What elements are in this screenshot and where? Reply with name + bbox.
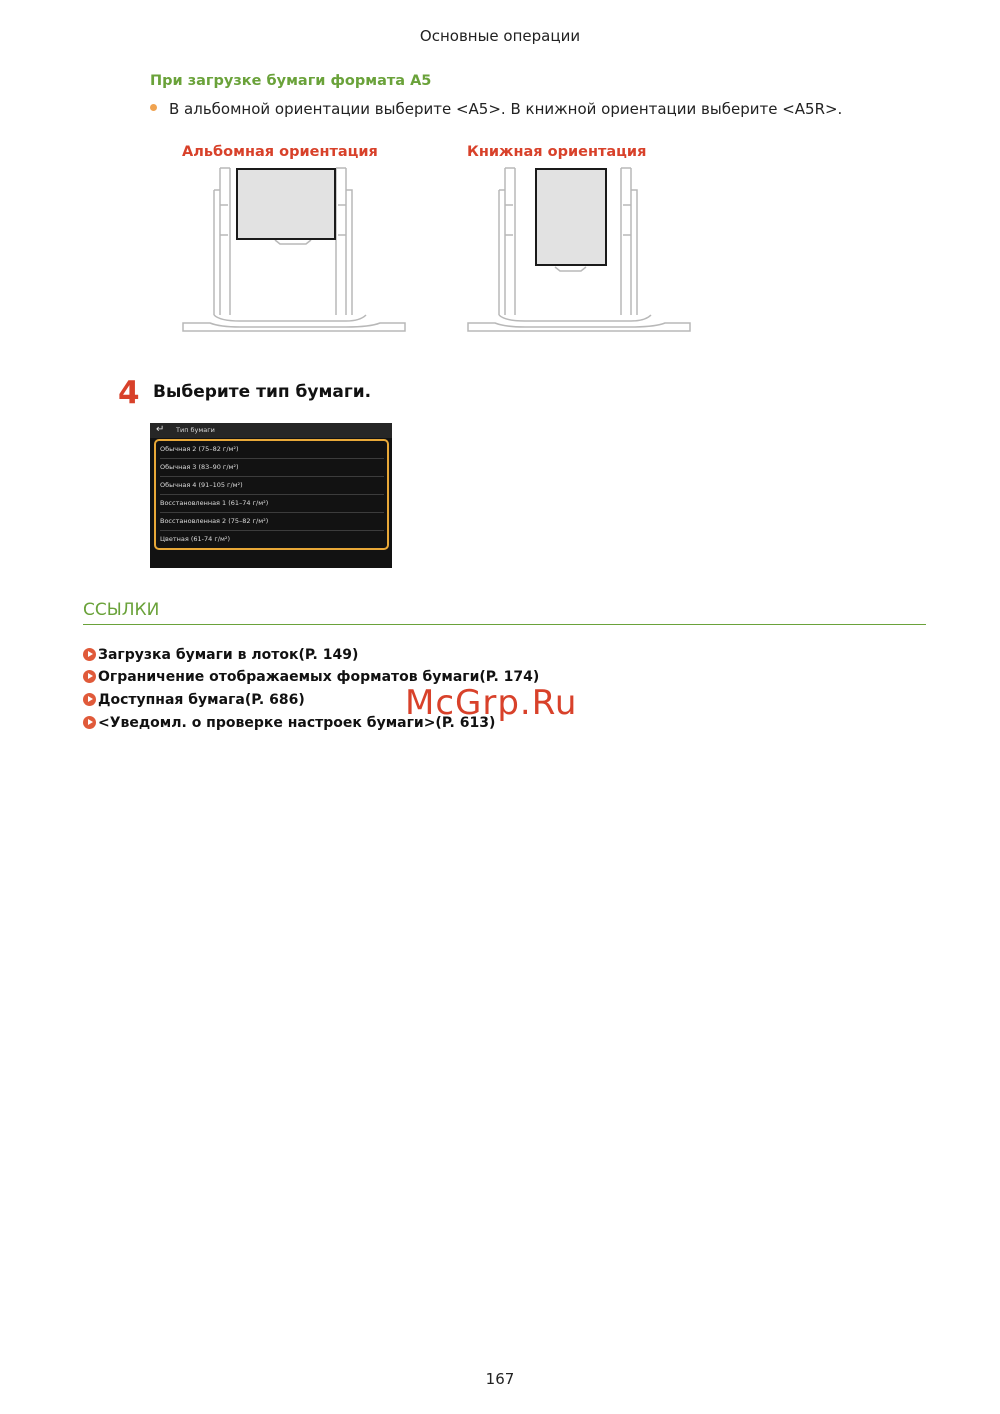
- list-item[interactable]: Цветная (61-74 г/м²): [160, 535, 231, 543]
- list-item[interactable]: Восстановленная 1 (61–74 г/м²): [160, 495, 384, 513]
- link-text[interactable]: Доступная бумага(P. 686): [98, 692, 305, 708]
- play-circle-icon: [83, 670, 96, 683]
- screen-title-bar: [150, 423, 392, 438]
- bullet-dot-icon: [150, 104, 157, 111]
- link-text[interactable]: Ограничение отображаемых форматов бумаги(P. 174): [98, 669, 540, 685]
- links-divider: [83, 624, 926, 625]
- page-header: Основные операции: [419, 27, 581, 45]
- back-arrow-icon[interactable]: ↵: [156, 424, 165, 435]
- portrait-label: Книжная ориентация: [467, 144, 647, 160]
- step-title: Выберите тип бумаги.: [153, 382, 372, 402]
- link-item[interactable]: [83, 647, 358, 663]
- paper-type-list: [154, 439, 389, 550]
- portrait-tray-illustration: [465, 165, 693, 337]
- play-circle-icon: [83, 648, 96, 661]
- play-circle-icon: [83, 716, 96, 729]
- list-item[interactable]: Обычная 3 (83–90 г/м²): [160, 459, 384, 477]
- page-number: 167: [485, 1370, 515, 1388]
- list-item[interactable]: Обычная 4 (91–105 г/м²): [160, 477, 384, 495]
- list-item[interactable]: Обычная 2 (75–82 г/м²): [160, 441, 384, 459]
- link-item[interactable]: [83, 692, 305, 708]
- step-number: 4: [118, 375, 140, 411]
- links-heading: ССЫЛКИ: [83, 600, 160, 620]
- a5-bullet-text: В альбомной ориентации выберите <A5>. В книжной ориентации выберите <A5R>.: [169, 100, 843, 118]
- a5-bullet-item: [150, 100, 842, 118]
- a5-section-heading: При загрузке бумаги формата A5: [150, 73, 432, 89]
- link-text[interactable]: <Уведомл. о проверке настроек бумаги>(P. 613): [98, 715, 496, 731]
- paper-type-screen: [150, 423, 392, 568]
- screen-title: Тип бумаги: [176, 426, 215, 434]
- watermark: McGrp.Ru: [405, 683, 578, 723]
- link-text[interactable]: Загрузка бумаги в лоток(P. 149): [98, 647, 359, 663]
- landscape-tray-illustration: [180, 165, 408, 337]
- landscape-label: Альбомная ориентация: [182, 144, 378, 160]
- list-item[interactable]: Восстановленная 2 (75–82 г/м²): [160, 513, 384, 531]
- play-circle-icon: [83, 693, 96, 706]
